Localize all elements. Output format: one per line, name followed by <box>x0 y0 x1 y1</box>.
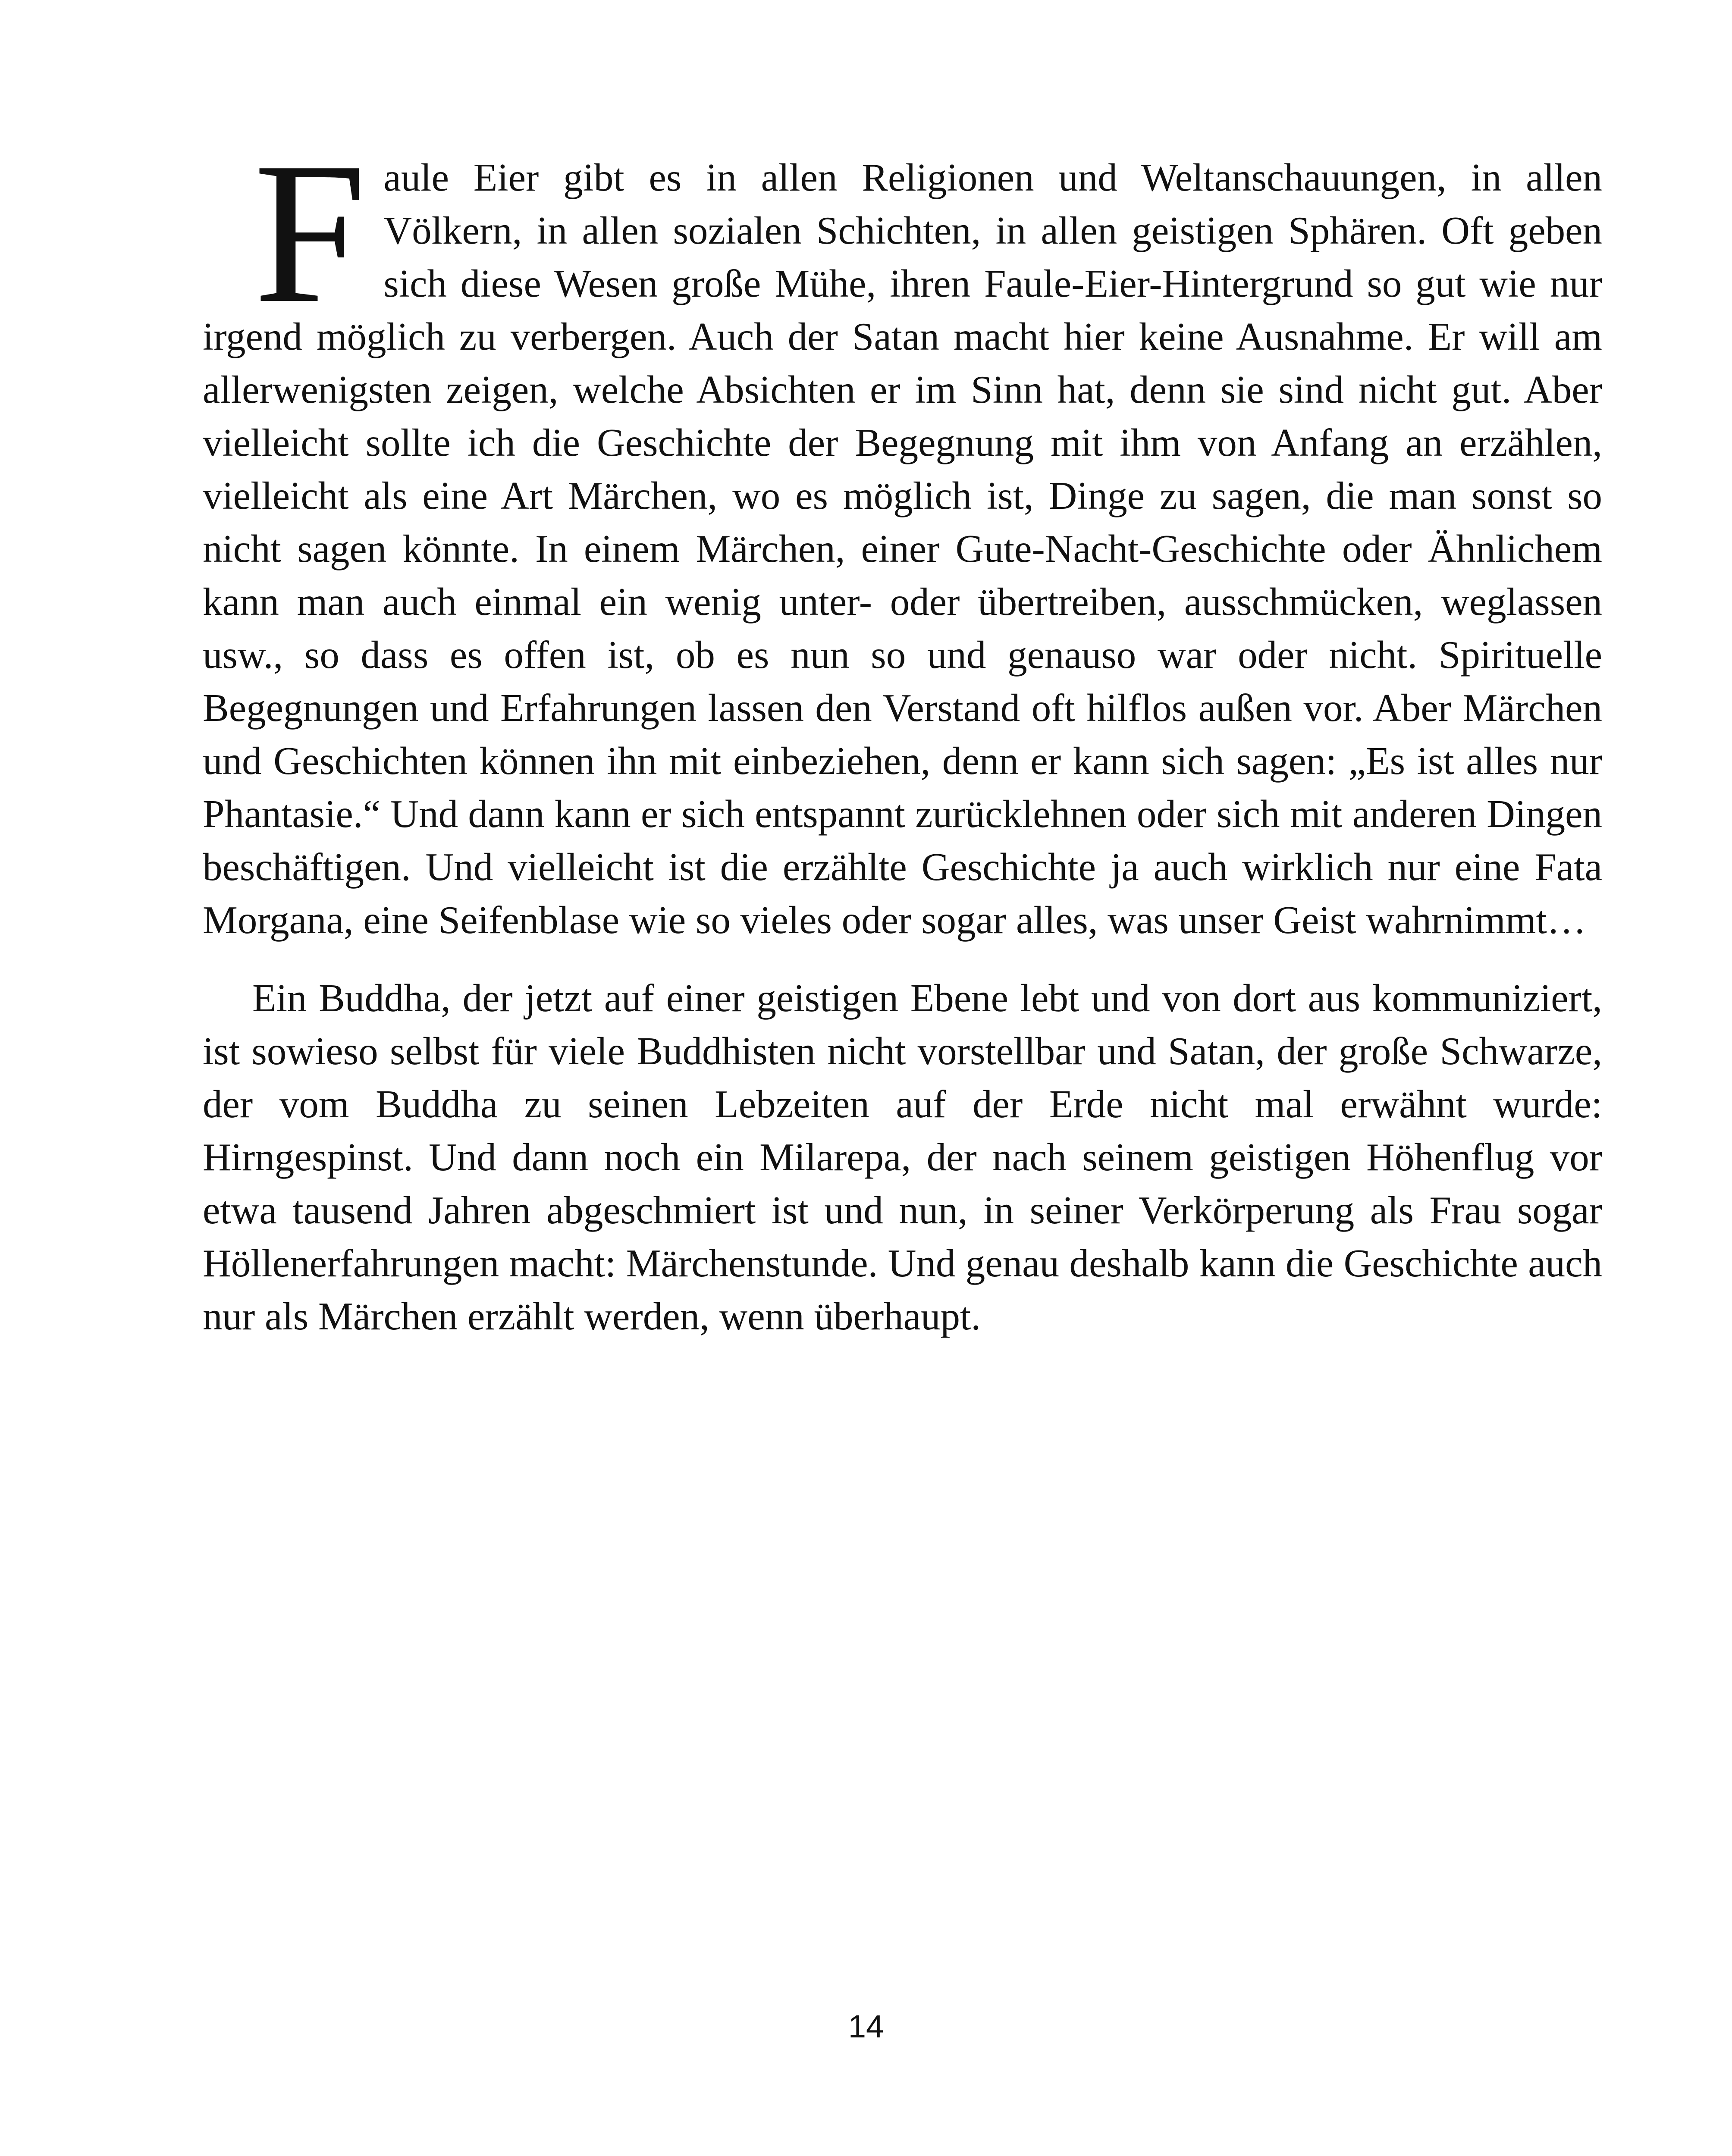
drop-cap: F <box>254 120 367 345</box>
page-number: 14 <box>848 2009 884 2044</box>
paragraph-2: Ein Buddha, der jetzt auf einer geistigen Ebene lebt und von dort aus kommuniziert, ist sowieso selbst für viele Buddhisten nicht vorstellbar und Satan, der große Schwarze, der vom Buddha zu seinen Lebzeiten auf der Erde nicht mal erwähnt wurde: Hirngespinst. Und dann noch ein Milarepa, der nach seinem geistigen Höhenflug vor etwa tausend Jahren abgeschmiert ist und nun, in seiner Verkörperung als Frau sogar Höllenerfahrungen macht: Märchenstunde. Und genau deshalb kann die Geschichte auch nur als Märchen erzählt werden, wenn überhaupt. <box>203 976 1602 1338</box>
paragraph-1 <box>203 120 1602 946</box>
paragraph-1-text: aule Eier gibt es in allen Religionen und Weltanschauungen, in allen Völkern, in allen sozialen Schichten, in allen geistigen Sphären. Oft geben sich diese Wesen große Mühe, ihren Faule-Eier-Hintergrund so gut wie nur irgend möglich zu verbergen. Auch der Satan macht hier keine Ausnahme. Er will am allerwenigsten zeigen, welche Absichten er im Sinn hat, denn sie sind nicht gut. Aber vielleicht sollte ich die Geschichte der Begegnung mit ihm von Anfang an erzählen, vielleicht als eine Art Märchen, wo es möglich ist, Dinge zu sagen, die man sonst so nicht sagen könnte. In einem Märchen, einer Gute-Nacht-Geschichte oder Ähnlichem kann man auch einmal ein wenig unter- oder übertreiben, ausschmücken, weglassen usw., so dass es offen ist, ob es nun so und genauso war oder nicht. Spirituelle Begegnungen und Erfahrungen lassen den Verstand oft hilflos außen vor. Aber Märchen und Geschichten können ihn mit einbeziehen, denn er kann sich sagen: „Es ist alles nur Phantasie.“ Und dann kann er sich entspannt zurücklehnen oder sich mit anderen Dingen beschäftigen. Und vielleicht ist die erzählte Geschichte ja auch wirklich nur eine Fata Morgana, eine Seifenblase wie so vieles oder sogar alles, was unser Geist wahrnimmt… <box>203 156 1602 942</box>
body-text <box>203 120 1602 1343</box>
